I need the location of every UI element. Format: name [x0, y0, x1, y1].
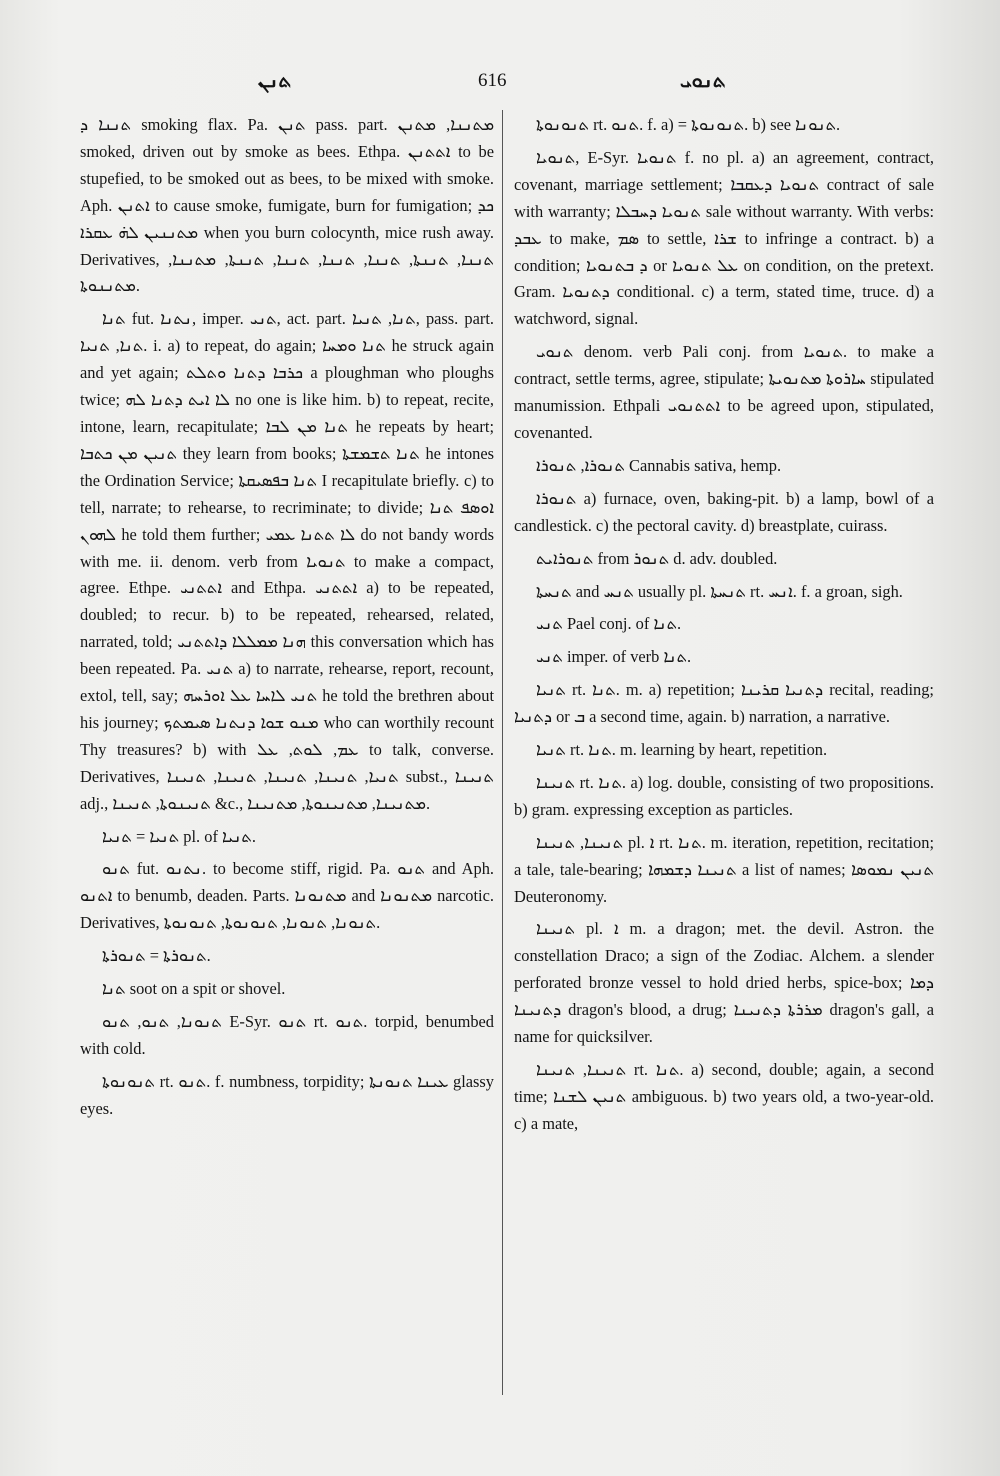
entry: ܬܢܝܐ rt. ܬܢܐ. m. learning by heart, repetition.: [536, 740, 828, 760]
running-head-left: ܬܢܢ: [258, 70, 292, 92]
entry: ܬܢܝܢܐ pl. ܐ m. a dragon; met. the devil. Astron. the constellation Draco; a sign of the Zodiac. Alchem. a slender perforated bronze vessel to hold dried herbs, spice-box; ܕܡܐ ܕܬܢܝܢܐ dragon's blood, a drug; ܡܪܪܬܐ ܕܬܢܝܢܐ dragon's gall, a name for quicksilver.: [514, 919, 935, 1047]
running-head-right: ܬܢܘܝ: [680, 70, 726, 92]
entry: ܬܢܐ soot on a spit or shovel.: [102, 979, 286, 999]
entry: ܬܢܝܐ = ܬܢܝܐ pl. of ܬܢܝܐ.: [102, 826, 256, 846]
page-number: 616: [478, 70, 507, 91]
entry: ܬܢܝܢܐ rt. ܬܢܐ. a) log. double, consisting of two propositions. b) gram. expressing exception as particles.: [514, 772, 934, 819]
entry: ܬܢܘܝܐ, E-Syr. ܬܢܘܝܐ f. no pl. a) an agreement, contract, covenant, marriage settlement; ܬܢܘܝܐ ܕܥܩܒܐ contract of sale with warranty; ܬܢܘܝܐ ܕܚܒܠܐ sale without warranty. With verbs: ܥܒܕ to make, ܣܡ to settle, ܫܪܐ to infringe a contract. b) a condition; ܕ ܒܬܢܘܝܐ or ܥܠ ܬܢܘܝܐ on condition, on the pretext. Gram. ܕܬܢܘܝܐ conditional. c) a term, stated time, truce. d) a watchword, signal.: [514, 147, 935, 329]
entry: ܬܢܘܢܘܬܐ rt. ܬܢܘ. f. a) = ܬܢܘܢܘܬܐ. b) see ܬܢܘܢܐ.: [536, 115, 841, 134]
left-column: [80, 112, 494, 1129]
entry: ܬܢܘܪܐ a) furnace, oven, baking-pit. b) a lamp, bowl of a candlestick. c) the pectoral cavity. d) breastplate, cuirass.: [514, 488, 934, 535]
entry: ܬܢܘܪܐ, ܬܢܘܪܐ Cannabis sativa, hemp.: [536, 455, 782, 475]
entry: ܬܢܘܢܘܬܐ rt. ܬܢܘ. f. numbness, torpidity; ܥܝܢܐ ܬܢܘܢܬܐ glassy eyes.: [80, 1071, 495, 1118]
entry: ܬܢܝ imper. of verb ܬܢܐ.: [536, 647, 692, 667]
entry: ܬܢܝܢܐ, ܬܢܝܢܐ rt. ܬܢܐ. a) second, double; again, a second time; ܬܢܝܢ ܠܫܢܐ ambiguous. b) two years old, a two-year-old. c) a mate,: [514, 1060, 935, 1133]
entry: ܬܢܝܐ rt. ܬܢܐ. m. a) repetition; ܕܬܢܝܐ ܩܪܝܢܐ recital, reading; ܕܬܢܝܐ or ܒ a second time, again. b) narration, a narrative.: [514, 680, 934, 727]
entry: ܬܢܝܢܐ, ܬܢܝܢܐ pl. ܐ rt. ܬܢܐ. m. iteration, repetition, recitation; a tale, tale-bearing; ܬܢܝܢܐ ܕܫܡܗܐ a list of names; ܬܢܝܢ ܢܡܘܣܐ Deuteronomy.: [514, 832, 934, 906]
entry: ܬܢܘܢܐ, ܬܢܘ, ܬܢܘ E-Syr. ܬܢܘ rt. ܬܢܘ. torpid, benumbed with cold.: [80, 1012, 494, 1058]
entry: ܬܢܘܪܐܝܬ from ܬܢܘܪ d. adv. doubled.: [536, 548, 778, 568]
entry: ܬܢܢܐ ܕ smoking flax. Pa. ܬܢܢ pass. part. ܡܬܢܢܐ, ܡܬܢܢ smoked, driven out by smoke as bees. Ethpa. ܐܬܬܢܢ to be stupefied, to be smoked out as bees, to be mixed with smoke. Aph. ܐܬܢܢ to cause smoke, fumigate, burn for fumigation; ܟܕ ܡܬܢܢܝܢ ܠܗ̇ ܥܩܪܐ when you burn colocynth, mice rush away. Derivatives, ܬܢܢܐ, ܬܢܢܬܐ, ܬܢܢܐ, ܬܢܢܐ, ܬܢܢܐ, ܬܢܢܬܐ, ܡܬܢܢܐ, ܡܬܢܢܘܬܐ.: [80, 115, 495, 296]
right-column: [514, 112, 934, 1144]
entry: ܬܢܘܪܬܐ = ܬܢܘܪܬܐ.: [102, 946, 211, 966]
entry: ܬܢܘ fut. ܢܬܢܘ. to become stiff, rigid. Pa. ܬܢܘ and Aph. ܐܬܢܘ to benumb, deaden. Parts. ܡܬܢܘܢܐ and ܡܬܢܘܢܐ narcotic. Derivatives, ܬܢܘܢܐ, ܬܢܘܢܐ, ܬܢܘܢܘܬܐ, ܬܢܘܢܘܬܐ.: [80, 859, 494, 933]
entry: ܬܢܝ Pael conj. of ܬܢܐ.: [536, 614, 682, 634]
entry: ܬܢܘܝ denom. verb Pali conj. from ܬܢܘܝܐ. to make a contract, settle terms, agree, stipulate; ܚܐܪܘܬܐ ܡܬܢܘܝܬܐ stipulated manumission. Ethpali ܐܬܬܢܘܝ to be agreed upon, stipulated, covenanted.: [514, 342, 935, 442]
column-divider: [502, 110, 503, 1395]
entry: ܬܢܐ fut. ܢܬܢܐ, imper. ܬܢܝ, act. part. ܬܢܐ, ܬܢܝܐ, pass. part. ܬܢܐ, ܬܢܝܐ. i. a) to repeat, do again; ܬܢܐ ܘܡܚܐ he struck again and yet again; ܟܪܒܐ ܕܬܢܐ ܘܬܠܬ a ploughman who ploughs twice; ܠܐ ܐܝܬ ܕܬܢܐ ܠܗ no one is like him. b) to repeat, recite, intone, learn, recapitulate; ܬܢܐ ܡܢ ܠܒܐ he repeats by heart; ܬܢܝܢ ܡܢ ܟܬܒܐ they learn from books; ܬܢܐ ܬܫܡܫܬܐ he intones the Ordination Service; ܬܢܐ ܒܦܣܝܩܬܐ I recapitulate briefly. c) to tell, narrate; to rehearse, to recriminate; to divide; ܐܘܣܦ ܬܢܐ ܠܗܘܢ he told them further; ܠܐ ܬܬܢܐ ܥܡܝ do not bandy words with me. ii. denom. verb from ܬܢܘܝܐ to make a compact, agree. Ethpe. ܐܬܬܢܝ and Ethpa. ܐܬܬܢܝ a) to be repeated, doubled; to recur. b) to be repeated, rehearsed, related, narrated, told; ܗܢܐ ܡܡܠܠܐ ܕܐܬܬܢܝ this conversation which has been repeated. Pa. ܬܢܝ a) to narrate, rehearse, report, recount, extol, tell, say; ܬܢܝ ܠܐܚܐ ܥܠ ܐܘܪܚܗ he told the brethren about his journey; ܡܢܘ ܫܘܐ ܕܢܬܢܐ ܣܝܡܬܟ who can worthily recount Thy treasures? b) with ܥܡ, ܠܘܬ, ܥܠ to talk, converse. Derivatives, ܬܢܝܐ, ܬܢܝܢܐ, ܬܢܝܢܐ, ܬܢܝܢܐ, ܬܢܝܢܐ subst., ܬܢܝܢܐ adj., ܬܢܝܢܘܬܐ, ܬܢܝܢܐ &c., ܡܬܢܝܢܐ, ܡܬܢܝܢܘܬܐ, ܡܬܢܝܢܐ.: [80, 309, 495, 813]
entry: ܬܢܚܬܐ and ܬܢܚ usually pl. ܬܢܚܬܐ rt. ܐܢܚ. f. a groan, sigh.: [536, 581, 903, 601]
